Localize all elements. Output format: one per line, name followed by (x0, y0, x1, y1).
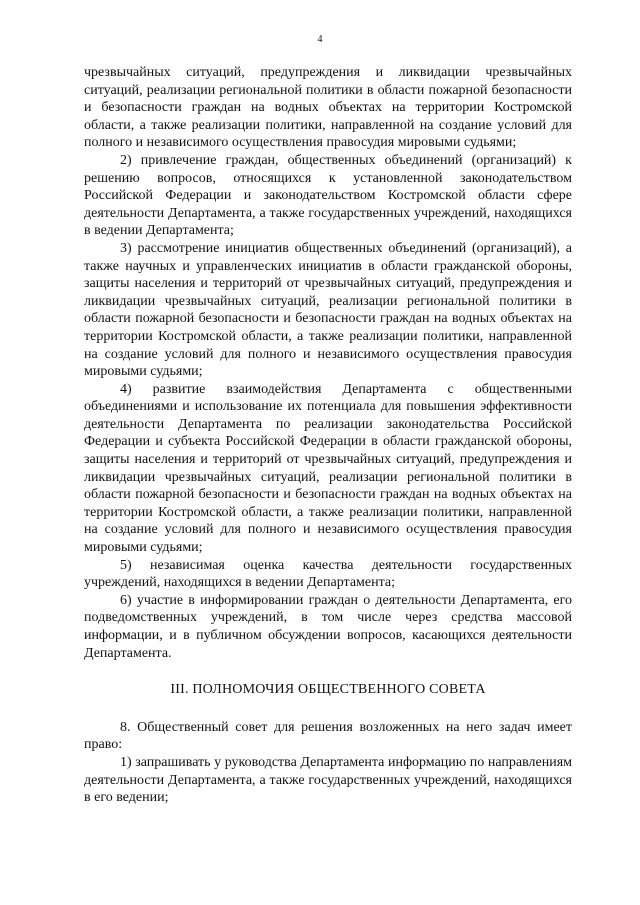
paragraph-continuation: чрезвычайных ситуаций, предупреждения и ликвидации чрезвычайных ситуаций, реализации региональной политики в области пожарной безопасности и безопасности граждан на водных объектах на территории Костромской области, а также реализации политики, направленной на создание условий для полного и независимого осуществления правосудия мировыми судьями; (84, 65, 572, 151)
paragraph-item-4: 4) развитие взаимодействия Департамента с общественными объединениями и использование их потенциала для повышения эффективности деятельности Департамента по реализации законодательства Российской Федерации и субъекта Российской Федерации в области гражданской обороны, защиты населения и территорий от чрезвычайных ситуаций, предупреждения и ликвидации чрезвычайных ситуаций, реализации региональной политики в области пожарной безопасности и безопасности граждан на водных объектах на территории Костромской области, а также реализации политики, направленной на создание условий для полного и независимого осуществления правосудия мировыми судьями; (84, 381, 572, 556)
paragraph-clause-8: 8. Общественный совет для решения возложенных на него задач имеет право: (84, 719, 572, 753)
paragraph-item-3: 3) рассмотрение инициатив общественных объединений (организаций), а также научных и управленческих инициатив в области гражданской обороны, защиты населения и территорий от чрезвычайных ситуаций, предупреждения и ликвидации чрезвычайных ситуаций, реализации региональной политики в области пожарной безопасности и безопасности граждан на водных объектах на территории Костромской области, а также реализации политики, направленной на создание условий для полного и независимого осуществления правосудия мировыми судьями; (84, 240, 572, 380)
paragraph-clause-8-item-1: 1) запрашивать у руководства Департамента информацию по направлениям деятельности Департамента, а также государственных учреждений, находящихся в его ведении; (84, 754, 572, 806)
paragraph-item-6: 6) участие в информировании граждан о деятельности Департамента, его подведомственных учреждений, в том числе через средства массовой информации, и в публичном обсуждении вопросов, касающихся деятельности Департамента. (84, 592, 572, 661)
section-heading: III. ПОЛНОМОЧИЯ ОБЩЕСТВЕННОГО СОВЕТА (170, 682, 486, 698)
paragraph-item-5: 5) независимая оценка качества деятельности государственных учреждений, находящихся в ведении Департамента; (84, 557, 572, 591)
document-body (84, 64, 572, 807)
page-number: 4 (317, 34, 323, 45)
paragraph-item-2: 2) привлечение граждан, общественных объединений (организаций) к решению вопросов, относящихся к установленной законодательством Российской Федерации и законодательством Костромской области сфере деятельности Департамента, а также государственных учреждений, находящихся в ведении Департамента; (84, 152, 572, 239)
